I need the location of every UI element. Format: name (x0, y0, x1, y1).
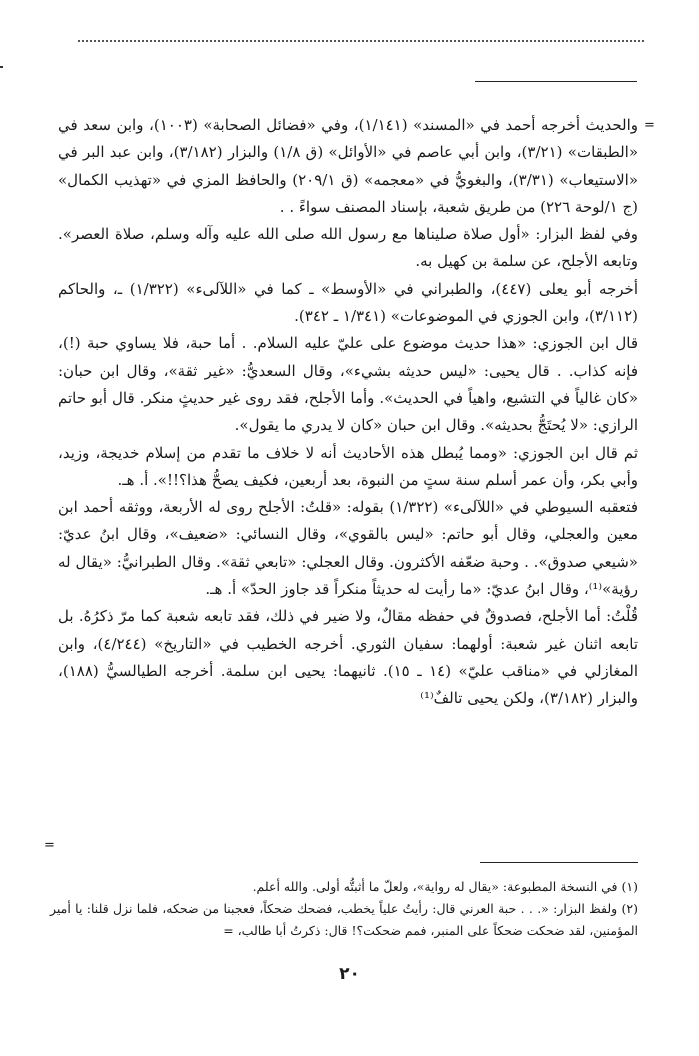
paragraph-bazzar-wording: وفي لفظ البزار: «أول صلاة صليناها مع رسول الله صلى الله عليه وآله وسلم، صلاة العصر». وتابعه الأجلح، عن سلمة بن كهيل به. (58, 225, 638, 271)
footnote-2: (٢) ولفظ البزار: «. . . حبة العرني قال: رأيتُ علياً يخطب، فضحك ضحكاً، فعجبنا من ضحكه، فلما نزل قلنا: يا أمير المؤمنين، لقد ضحكت ضحكاً على المنبر، فمم ضحكت؟! قال: ذكرتُ أبا طالب، = (50, 901, 638, 938)
footnote-1: (١) في النسخة المطبوعة: «يقال له رواية»، ولعلّ ما أثبتُّه أولى. والله أعلم. (252, 879, 638, 894)
header-dotted-rule (78, 40, 644, 42)
footnotes (50, 876, 638, 942)
paragraph-takhrij: والحديث أخرجه أحمد في «المسند» (١/١٤١)، وفي «فضائل الصحابة» (١٠٠٣)، وابن سعد في «الطبقات» (٣/٢١)، وابن أبي عاصم في «الأوائل» (ق ١/٨) والبزار (٣/١٨٢)، وابن عبد البر في «الاستيعاب» (٣/٣١)، والبغويُّ في «معجمه» (ق ٢٠٩/١) والحافظ المزي في «تهذيب الكمال» (ج ١/لوحة ٢٢٦) من طريق شعبة، بإسناد المصنف سواءً . . (58, 116, 639, 216)
header-rule (475, 81, 637, 82)
paragraph-ibn-jawzi-2: ثم قال ابن الجوزي: «ومما يُبطل هذه الأحاديث أنه لا خلاف ما تقدم من إسلام خديجة، وزيد، وأبي بكر، وأن عمر أسلم سنة ستٍ من النبوة، بعد أربعين، فكيف يصحُّ هذا؟!!». أ. هـ. (58, 443, 638, 489)
paragraph-suyuti: فتعقبه السيوطي في «اللآلىء» (١/٣٢٢) بقوله: «قلتُ: الأجلح روى له الأربعة، ووثقه أحمد ابن معين والعجلي، وقال أبو حاتم: «ليس بالقوي»، وقال النسائي: «ضعيف»، وقال ابنُ عديّ: «شيعي صدوق». . وحبة ضعّفه الأكثرون. وقال العجلي: «تابعي ثقة». وقال الطبرانيُّ: «يقال له رؤية»⁽¹⁾، وقال ابنُ عديّ: «ما رأيت له حديثاً منكراً قد جاوز الحدّ» أ. هـ. (58, 498, 638, 599)
page-number: ٢٠ (339, 964, 360, 984)
paragraph-ibn-jawzi: قال ابن الجوزي: «هذا حديث موضوع على عليّ عليه السلام. . أما حبة، فلا يساوي حبة (!)، فإنه كذاب. . قال يحيى: «ليس حديثه بشيء»، وقال السعديُّ: «غير ثقة»، وقال ابن حبان: «كان غالياً في التشيع، واهياً في الحديث». وأما الأجلح، فقد روى غير حديثٍ منكر. قال أبو حاتم الرازي: «لا يُحتَجُّ بحديثه». وقال ابن حبان «كان لا يدري ما يقول». (58, 334, 638, 435)
footnote-rule (480, 862, 638, 863)
continuation-mark-bottom: = (44, 838, 55, 853)
page-edge-mark (0, 66, 3, 68)
paragraph-abu-yala: أخرجه أبو يعلى (٤٤٧)، والطبراني في «الأوسط» ـ كما في «اللآلىء» (١/٣٢٢) ـ، والحاكم (٣/١١٢)، وابن الجوزي في الموضوعات» (١/٣٤١ ـ ٣٤٢). (58, 279, 638, 326)
continuation-mark-top: = (644, 118, 655, 133)
paragraph-qultu: قُلْتُ: أما الأجلح، فصدوقٌ في حفظه مقالٌ، ولا ضير في ذلك، فقد تابعه شعبة كما مرّ ذكرُهُ. بل تابعه اثنان غير شعبة: أولهما: سفيان الثوري. أخرجه الخطيب في «التاريخ» (٤/٢٤٤)، وابن المغازلي في «مناقب عليّ» (١٤ ـ ١٥). ثانيهما: يحيى ابن سلمة. أخرجه الطيالسيُّ (١٨٨)، والبزار (٣/١٨٢)، ولكن يحيى تالفٌ⁽¹⁾ (58, 607, 638, 708)
main-text (58, 112, 638, 713)
